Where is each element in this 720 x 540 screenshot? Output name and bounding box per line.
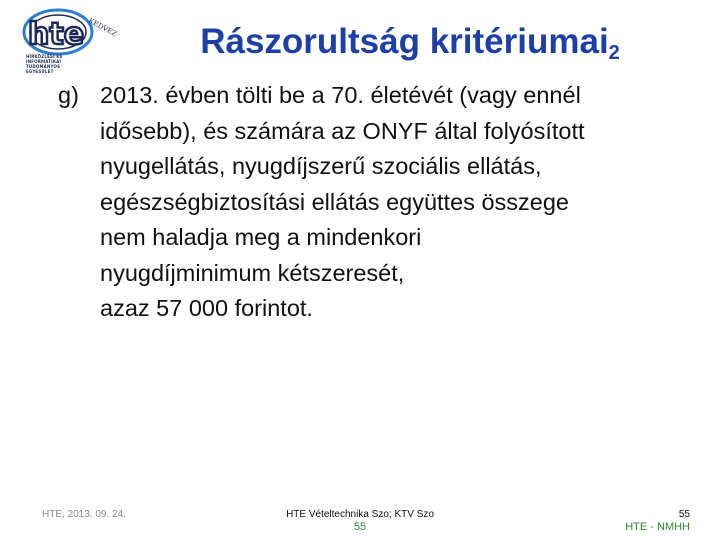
footer-page-number: 55 <box>678 509 690 520</box>
hte-logo <box>4 4 130 84</box>
slide-title <box>150 22 670 65</box>
slide-title-subscript: 2 <box>608 42 620 64</box>
footer-date: HTE, 2013. 09. 24. <box>42 509 126 520</box>
logo-line: INFORMATIKAI <box>26 59 62 64</box>
item-line: nem haladja meg a mindenkori <box>100 224 422 250</box>
footer-center <box>250 508 470 534</box>
item-line: egészségbiztosítási ellátás együttes összege <box>100 188 569 215</box>
footer-center-text: HTE Vételtechnika Szo; KTV Szo <box>286 509 434 520</box>
item-line: nyugellátás, nyugdíjszerű szociális ellátás, <box>100 153 542 179</box>
logo-org-name <box>26 54 86 74</box>
footer-center-number: 55 <box>353 521 367 533</box>
item-label: g) <box>58 82 79 108</box>
item-line: 2013. évben tölti be a 70. életévét (vagy ennél <box>100 82 581 108</box>
hte-logo-mark <box>4 4 130 56</box>
logo-line: TUDOMÁNYOS <box>26 64 61 69</box>
logo-line: EGYESÜLET <box>26 69 54 74</box>
logo-arc-text: KEDVEZ <box>87 16 119 39</box>
footer-right <box>625 508 690 534</box>
footer-organization: HTE - NMHH <box>625 521 690 533</box>
item-line: azaz 57 000 forintot. <box>100 295 313 321</box>
logo-line: HÍRKÖZLÉSI ÉS <box>26 54 63 59</box>
slide-body <box>58 78 708 327</box>
item-line: idősebb), és számára az ONYF által folyósított <box>100 117 585 144</box>
list-item <box>58 78 708 327</box>
item-line: nyugdíjminimum kétszeresét, <box>100 259 405 286</box>
slide-title-text: Rászorultság kritériumai <box>200 22 609 61</box>
logo-letters: hte <box>28 17 85 52</box>
